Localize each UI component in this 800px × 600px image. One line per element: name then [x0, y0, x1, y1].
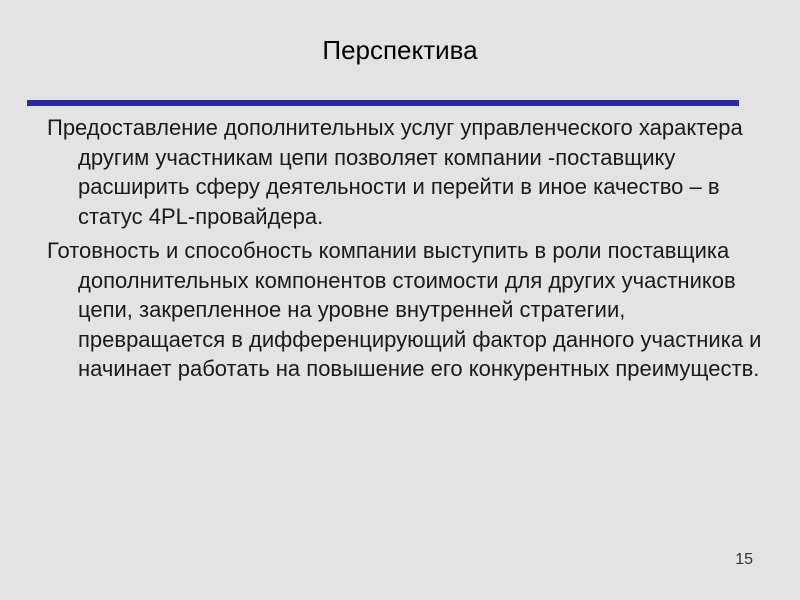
slide-title: Перспектива	[322, 35, 478, 65]
page-number: 15	[735, 551, 753, 568]
paragraph-1: Предоставление дополнительных услуг управленческого характера другим участникам цепи позволяет компании -поставщику расширить сферу деятельности и перейти в иное качество – в статус 4PL-провайдера.	[47, 115, 743, 229]
paragraph-2: Готовность и способность компании выступить в роли поставщика дополнительных компонентов стоимости для других участников цепи, закрепленное на уровне внутренней стратегии, превращается в дифференцирующий фактор данного участника и начинает работать на повышение его конкурентных преимуществ.	[47, 238, 762, 381]
slide-body	[47, 113, 762, 389]
title-divider	[27, 100, 739, 106]
